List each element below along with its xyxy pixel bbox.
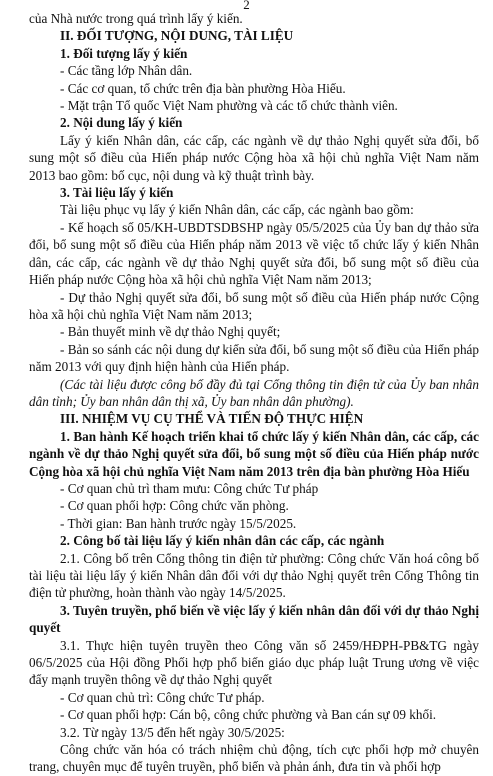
document-body [29, 0, 479, 776]
paragraph: - Bản so sánh các nội dung dự kiến sửa đổi, bổ sung một số điều của Hiến pháp năm 2013 với quy định hiện hành của Hiến pháp. [29, 341, 480, 375]
paragraph: - Cơ quan chủ trì tham mưu: Công chức Tư pháp [60, 480, 319, 496]
paragraph: - Cơ quan chủ trì: Công chức Tư pháp. [60, 689, 265, 705]
paragraph: 2.1. Công bố trên Cổng thông tin điện tử phường: Công chức Văn hoá công bố tài liệu tài liệu lấy ý kiến Nhân dân đối với dự thảo Nghị quyết trên Cổng Thông tin điện tử phường, hoàn thành vào ngày 14/5/2025. [29, 550, 479, 601]
paragraph: Tài liệu phục vụ lấy ý kiến Nhân dân, các cấp, các ngành bao gồm: [60, 202, 414, 218]
paragraph: (Các tài liệu được công bố đầy đủ tại Cổng thông tin điện tử của Ủy ban nhân dân tỉnh; Ủy ban nhân dân thị xã, Ủy ban nhân dân phường). [29, 376, 479, 409]
paragraph: II. ĐỐI TƯỢNG, NỘI DUNG, TÀI LIỆU [60, 28, 294, 44]
paragraph: - Mặt trận Tổ quốc Việt Nam phường và các tổ chức thành viên. [60, 98, 398, 114]
paragraph: 3.1. Thực hiện tuyên truyền theo Công văn số 2459/HĐPH-PB&TG ngày 06/5/2025 của Hội đồng Phối hợp phổ biến giáo dục pháp luật Trung ương về việc đẩy mạnh truyền thông về dự thảo Nghị quyết [29, 637, 479, 688]
paragraph: - Dự thảo Nghị quyết sửa đổi, bổ sung một số điều của Hiến pháp nước Cộng hòa xã hội chủ nghĩa Việt Nam năm 2013; [29, 289, 479, 322]
paragraph: Lấy ý kiến Nhân dân, các cấp, các ngành về dự thảo Nghị quyết sửa đổi, bổ sung một số điều của Hiến pháp nước Cộng hòa xã hội chủ nghĩa Việt Nam năm 2013 bao gồm: bố cục, nội dung và kỹ thuật trình bày. [29, 132, 479, 183]
paragraph: 2. Công bố tài liệu lấy ý kiến nhân dân các cấp, các ngành [60, 533, 385, 549]
paragraph: - Các cơ quan, tổ chức trên địa bàn phường Hòa Hiếu. [60, 80, 346, 96]
paragraph: - Cơ quan phối hợp: Công chức văn phòng. [60, 498, 289, 514]
page-number: 2 [243, 0, 250, 12]
paragraph: - Cơ quan phối hợp: Cán bộ, công chức phường và Ban cán sự 09 khối. [60, 707, 437, 723]
paragraph: 3. Tài liệu lấy ý kiến [60, 185, 174, 201]
paragraph: 3.2. Từ ngày 13/5 đến hết ngày 30/5/2025: [60, 724, 285, 740]
paragraph: 3. Tuyên truyền, phổ biến về việc lấy ý kiến nhân dân đối với dự thảo Nghị quyết [29, 602, 479, 636]
paragraph: - Thời gian: Ban hành trước ngày 15/5/2025. [60, 515, 297, 531]
paragraph: 1. Đối tượng lấy ý kiến [60, 45, 188, 61]
paragraph: của Nhà nước trong quá trình lấy ý kiến. [29, 11, 243, 26]
paragraph: - Các tầng lớp Nhân dân. [60, 63, 193, 79]
paragraph: III. NHIỆM VỤ CỤ THỂ VÀ TIẾN ĐỘ THỰC HIỆN [60, 411, 364, 427]
paragraph: - Kế hoạch số 05/KH-UBDTSDBSHP ngày 05/5/2025 của Ủy ban dự thảo sửa đổi, bổ sung một số điều của Hiến pháp năm 2013 về việc tổ chức lấy ý kiến Nhân dân, các cấp, các ngành về dự thảo Nghị quyết sửa đổi, bổ sung một số điều của Hiến pháp nước Cộng hòa xã hội chủ nghĩa Việt Nam năm 2013; [29, 219, 479, 288]
paragraph: 2. Nội dung lấy ý kiến [60, 115, 183, 131]
paragraph: 1. Ban hành Kế hoạch triển khai tổ chức lấy ý kiến Nhân dân, các cấp, các ngành về dự thảo Nghị quyết sửa đổi, bổ sung một số điều của Hiến pháp nước Cộng hòa xã hội chủ nghĩa Việt Nam năm 2013 trên địa bàn phường Hòa Hiếu [29, 428, 479, 479]
paragraph: Công chức văn hóa có trách nhiệm chủ động, tích cực phối hợp mở chuyên trang, chuyên mục để tuyên truyền, phổ biến và phản ánh, đưa tin và phối hợp [29, 742, 479, 775]
paragraph: - Bản thuyết minh về dự thảo Nghị quyết; [60, 324, 281, 340]
